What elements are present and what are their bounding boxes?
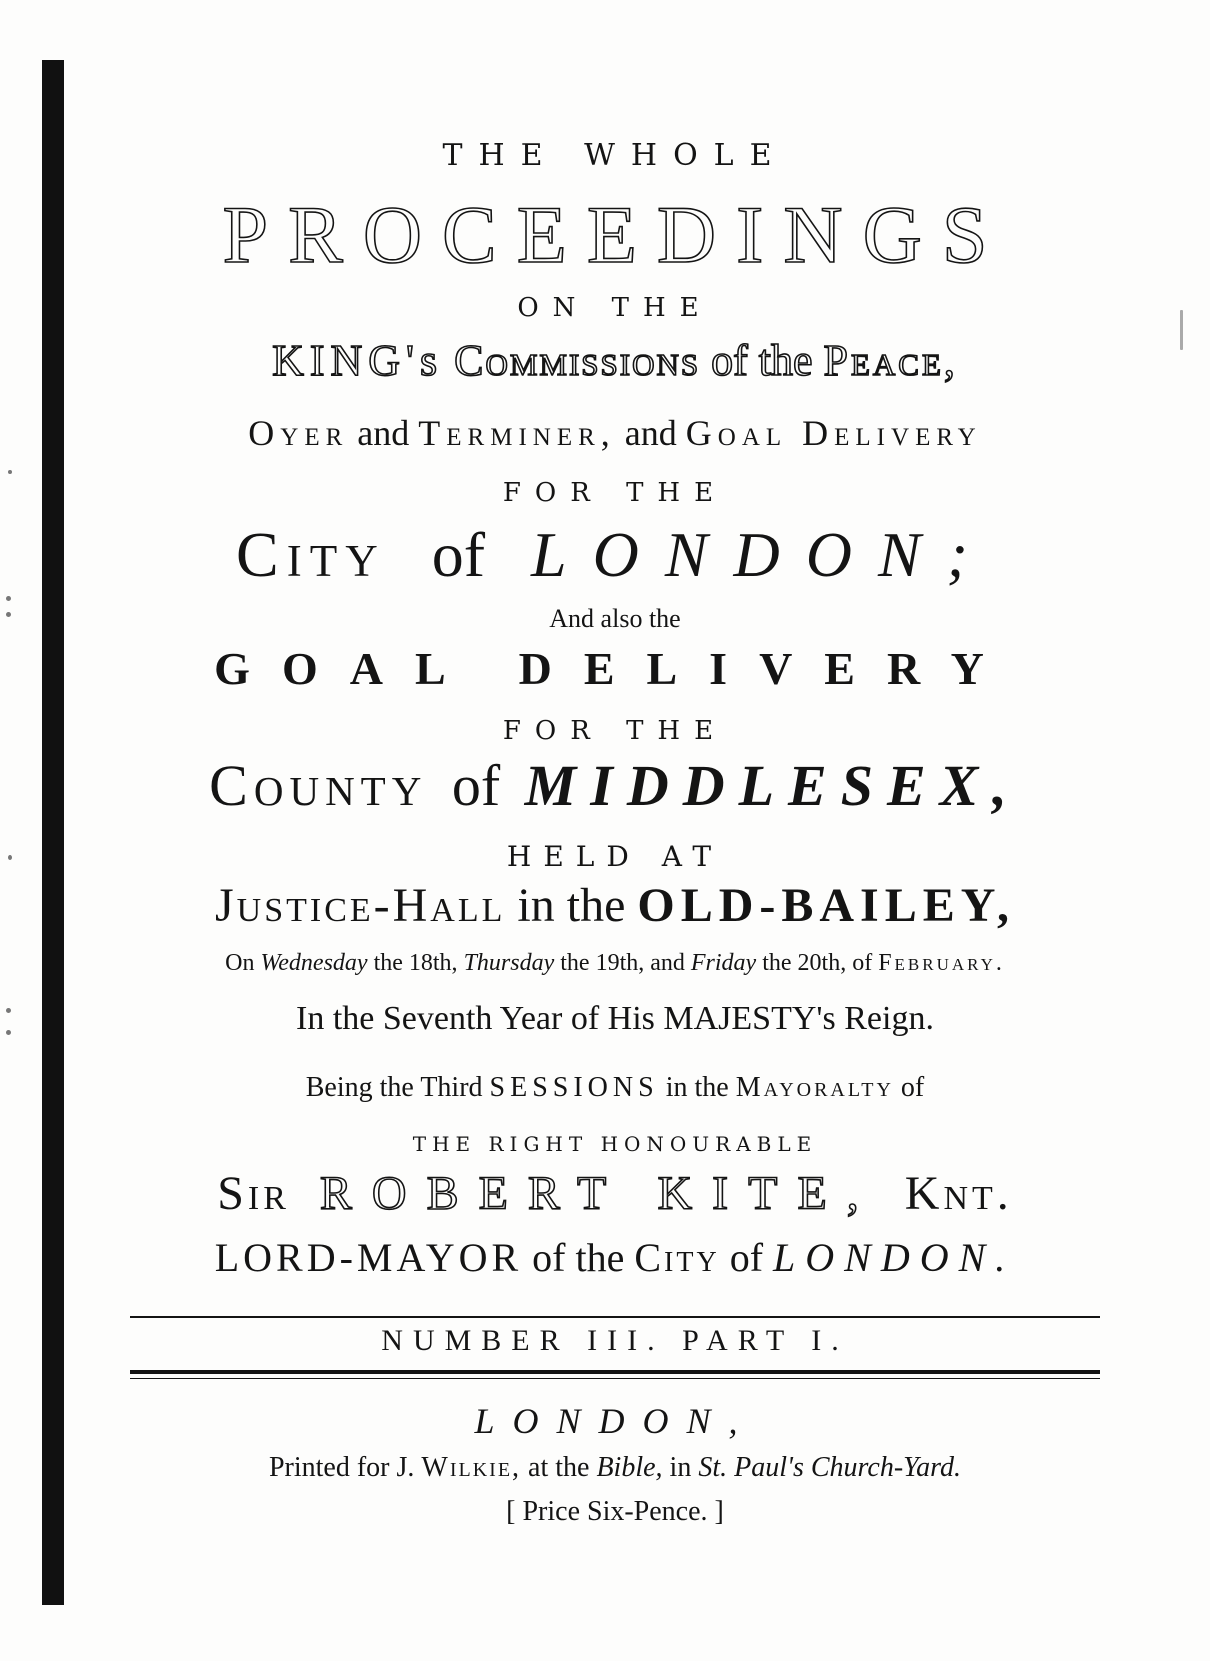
line-goal-delivery: GOAL DELIVERY — [214, 643, 1016, 694]
date-18th: the 18th, — [373, 950, 458, 976]
scan-speck — [6, 596, 11, 601]
city-word: City — [634, 1235, 720, 1280]
line-for-the-1: FOR THE — [502, 478, 728, 508]
scan-speck — [6, 1008, 11, 1013]
in-the-words: in the — [665, 1072, 729, 1103]
and-word: and — [624, 413, 677, 453]
friday-word: Friday — [690, 950, 757, 976]
goal-delivery-words: Goal Delivery — [685, 413, 982, 453]
of-the-words: of the — [711, 336, 813, 385]
rule-bottom-thick — [130, 1370, 1100, 1374]
scan-speck — [1180, 310, 1183, 350]
printed-for-words: Printed for J. — [268, 1452, 415, 1483]
london-word: LONDON. — [773, 1235, 1016, 1280]
in-the-words: in the — [517, 879, 626, 932]
county-word: County — [209, 753, 428, 818]
line-held-at: HELD AT — [506, 840, 724, 873]
justice-hall-words: Justice-Hall — [214, 879, 506, 932]
of-word: of — [729, 1235, 764, 1280]
scan-speck — [8, 470, 12, 474]
line-for-the-2: FOR THE — [502, 716, 728, 746]
line-proceedings: PROCEEDINGS — [222, 189, 1008, 280]
line-city-of-london — [110, 518, 1120, 592]
line-oyer-terminer — [110, 412, 1120, 454]
at-the-words: at the — [528, 1452, 590, 1483]
line-on-the: ON THE — [517, 293, 713, 323]
rule-top — [130, 1316, 1100, 1318]
date-20th: the 20th, of — [762, 950, 873, 976]
title-page-text — [110, 0, 1120, 1661]
line-kings-commissions — [110, 335, 1120, 386]
line-seventh-year: In the Seventh Year of His MAJESTY's Reign. — [296, 1000, 934, 1037]
date-19th: the 19th, and — [560, 950, 685, 976]
sir-word: Sir — [217, 1167, 290, 1220]
bible-word: Bible, — [596, 1452, 663, 1483]
rule-bottom-thin — [130, 1378, 1100, 1379]
wednesday-word: Wednesday — [260, 950, 368, 976]
of-word: of — [431, 519, 486, 590]
line-lord-mayor — [110, 1234, 1120, 1281]
church-yard-words: St. Paul's Church-Yard. — [698, 1452, 962, 1483]
of-word: of — [451, 753, 501, 818]
line-justice-hall — [110, 878, 1120, 933]
of-the-words: of the — [532, 1235, 625, 1280]
scan-speck — [8, 855, 12, 860]
wilkie-word: Wilkie, — [421, 1452, 522, 1483]
peace-word: Peace, — [823, 336, 958, 385]
line-third-sessions — [110, 1072, 1120, 1104]
in-word: in — [669, 1452, 692, 1483]
imprint-printer — [110, 1452, 1120, 1484]
line-sir-robert-kite — [110, 1166, 1120, 1221]
london-word: LONDON; — [531, 519, 994, 590]
line-the-whole: THE WHOLE — [442, 138, 788, 173]
and-word: and — [357, 413, 410, 453]
mayoralty-word: Mayoralty — [735, 1072, 894, 1103]
line-dates — [110, 950, 1120, 977]
binding-edge — [42, 60, 64, 1605]
commissions-word: Commissions — [454, 336, 701, 385]
old-bailey-words: OLD-BAILEY, — [637, 879, 1016, 932]
line-county-of-middlesex — [110, 752, 1120, 819]
lord-mayor-words: LORD-MAYOR — [214, 1235, 523, 1280]
being-the-third-words: Being the Third — [305, 1072, 483, 1103]
thursday-word: Thursday — [463, 950, 555, 976]
on-word: On — [225, 950, 255, 976]
scan-speck — [6, 612, 11, 617]
kings-word: KING's — [272, 336, 444, 385]
scan-speck — [6, 1030, 11, 1035]
knt-word: Knt. — [904, 1167, 1013, 1220]
line-and-also-the: And also the — [549, 604, 681, 633]
middlesex-word: MIDDLESEX, — [524, 753, 1021, 818]
imprint-place: LONDON, — [474, 1401, 756, 1441]
line-number-part: NUMBER III. PART I. — [381, 1324, 849, 1357]
robert-kite-words: ROBERT KITE, — [319, 1167, 879, 1220]
oyer-word: Oyer — [248, 413, 349, 453]
february-word: February. — [878, 950, 1005, 976]
price-line: [ Price Six-Pence. ] — [506, 1496, 724, 1527]
of-word: of — [900, 1072, 925, 1103]
terminer-word: Terminer, — [418, 413, 616, 453]
sessions-word: SESSIONS — [489, 1072, 659, 1103]
city-word: City — [236, 519, 386, 590]
line-right-honourable: THE RIGHT HONOURABLE — [412, 1132, 818, 1156]
